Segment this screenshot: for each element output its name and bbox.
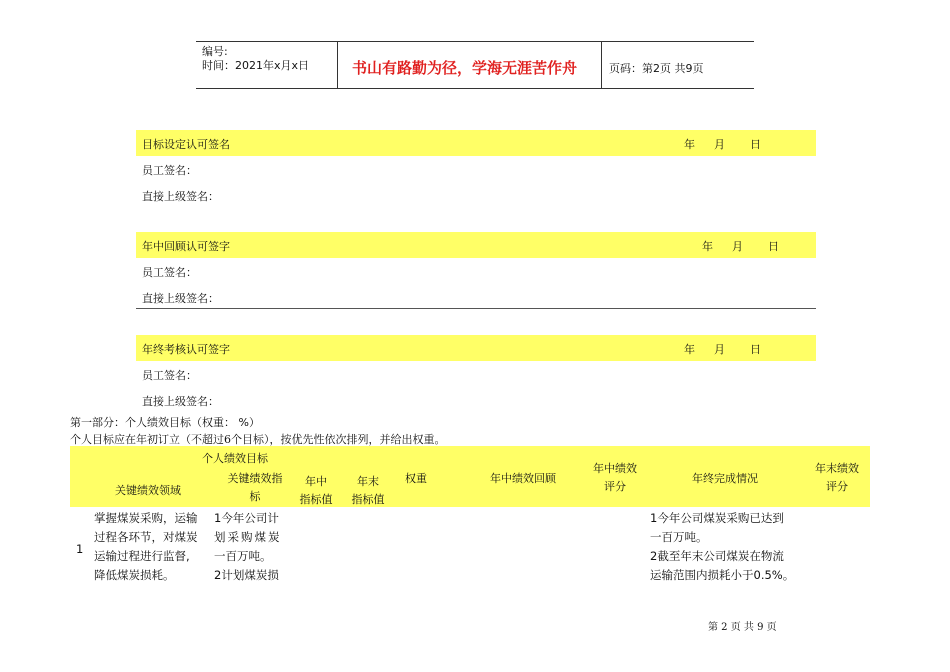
col-end-target: 年末 指标值 <box>351 475 385 506</box>
goals-table-header <box>70 446 870 507</box>
day-label: 日 <box>750 138 761 151</box>
row-number: 1 <box>76 542 84 556</box>
group-header: 个人绩效目标 <box>202 452 268 465</box>
section-title: 年中回顾认可签字 <box>142 240 230 253</box>
section-goal-setting-bar <box>136 130 816 156</box>
day-label: 日 <box>750 343 761 356</box>
part1-title: 第一部分：个人绩效目标（权重： %） <box>70 416 260 429</box>
section-yearend-review-bar <box>136 335 816 361</box>
month-label: 月 <box>732 240 743 253</box>
section-midyear-review-bar <box>136 232 816 258</box>
col-completion: 年终完成情况 <box>692 472 758 485</box>
month-label: 月 <box>714 138 725 151</box>
header-bottom-border <box>196 88 754 89</box>
section-separator <box>136 308 816 309</box>
supervisor-sign-field: 直接上级签名： <box>142 395 219 408</box>
time-label: 时间：2021年x月x日 <box>202 59 310 72</box>
row-completion: 1今年公司煤炭采购已达到 一百万吨。 2截至年末公司煤炭在物流 运输范围内损耗小于0.5%。 <box>650 511 795 582</box>
col-weight: 权重 <box>405 472 427 485</box>
header-top-border <box>196 41 754 42</box>
employee-sign-field: 员工签名： <box>142 164 197 177</box>
col-kpa: 关键绩效领域 <box>115 484 181 497</box>
col-mid-target: 年中 指标值 <box>299 475 333 506</box>
year-label: 年 <box>684 138 695 151</box>
supervisor-sign-field: 直接上级签名： <box>142 292 219 305</box>
col-kpi: 关键绩效指 标 <box>227 472 283 503</box>
part1-note: 个人目标应在年初订立（不超过6个目标），按优先性依次排列，并给出权重。 <box>70 433 446 446</box>
year-label: 年 <box>702 240 713 253</box>
header-divider-right <box>601 41 602 89</box>
year-label: 年 <box>684 343 695 356</box>
page-footer: 第 2 页 共 9 页 <box>708 622 777 633</box>
header-divider-left <box>337 41 338 89</box>
col-end-score: 年末绩效 评分 <box>815 462 859 493</box>
serial-label: 编号: <box>202 45 228 58</box>
motto-text: 书山有路勤为径，学海无涯苦作舟 <box>352 59 578 77</box>
supervisor-sign-field: 直接上级签名： <box>142 190 219 203</box>
employee-sign-field: 员工签名： <box>142 369 197 382</box>
page-code: 页码：第2页 共9页 <box>609 62 704 75</box>
row-kpa: 掌握煤炭采购，运输 过程各环节，对煤炭 运输过程进行监督, 降低煤炭损耗。 <box>94 511 198 582</box>
day-label: 日 <box>768 240 779 253</box>
row-kpi: 1今年公司计 划采购煤炭 一百万吨。 2计划煤炭损 <box>214 511 282 582</box>
col-mid-review: 年中绩效回顾 <box>490 472 556 485</box>
section-title: 目标设定认可签名 <box>142 138 230 151</box>
col-mid-score: 年中绩效 评分 <box>593 462 637 493</box>
section-title: 年终考核认可签字 <box>142 343 230 356</box>
employee-sign-field: 员工签名： <box>142 266 197 279</box>
month-label: 月 <box>714 343 725 356</box>
